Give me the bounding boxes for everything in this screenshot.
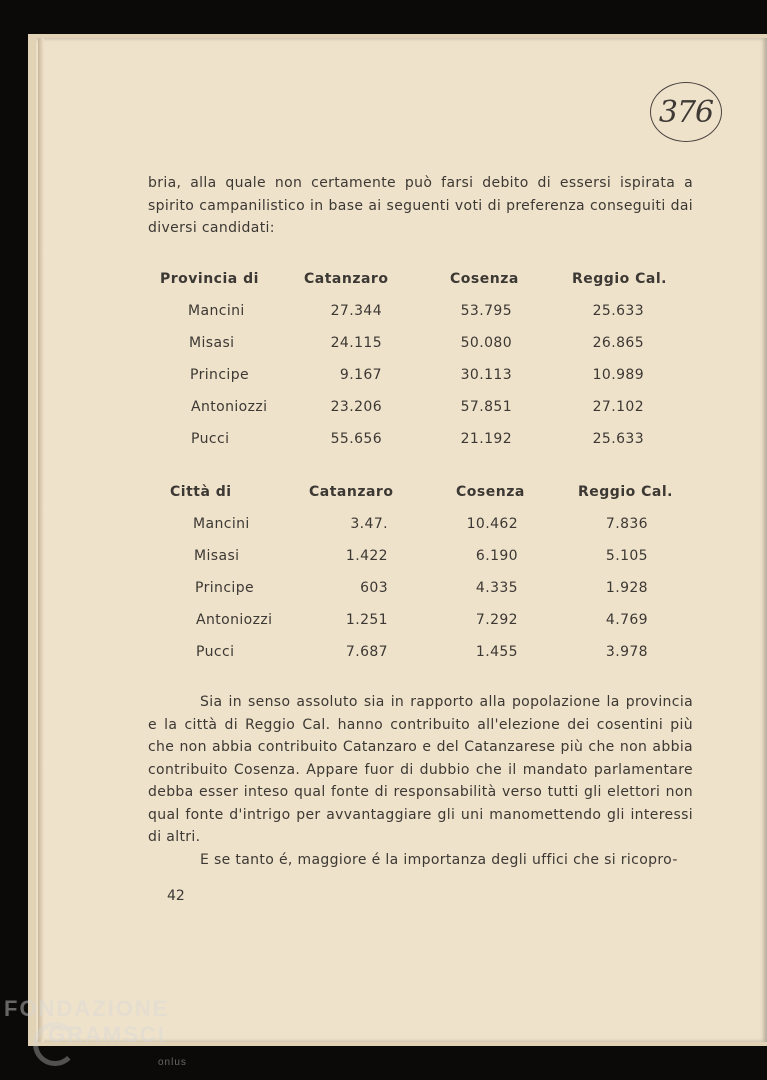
candidate-name: Misasi [194,548,240,564]
watermark-line1: FONDAZIONE [4,996,170,1021]
citta-header-cosenza: Cosenza [456,484,525,500]
provincia-header-label: Provincia di [160,271,259,287]
intro-paragraph [148,172,693,240]
reggio-votes: 1.928 [605,580,648,596]
page-number: 42 [167,888,185,904]
catanzaro-votes: 55.656 [330,431,382,447]
provincia-header-cosenza: Cosenza [450,271,519,287]
body-text [148,691,693,871]
catanzaro-votes: 1.251 [345,612,388,628]
candidate-name: Mancini [188,303,245,319]
citta-header-label: Città di [170,484,232,500]
catanzaro-votes: 24.115 [330,335,382,351]
reggio-votes: 26.865 [592,335,644,351]
candidate-name: Antoniozzi [191,399,268,415]
catanzaro-votes: 9.167 [339,367,382,383]
catanzaro-votes: 7.687 [345,644,388,660]
body-paragraph: Sia in senso assoluto sia in rapporto alla popolazione la provincia e la città di Reggio Cal. hanno contribuito all'elezione dei cosentini più che non abbia contribuito Catanzaro e del Catanzarese più che non abbia contribuito Cosenza. Appare fuor di dubbio che il mandato parlamentare debba esser inteso qual fonte di responsabilità verso tutti gli elettori non qual fonte d'intrigo per avvantaggiare gli uni manomettendo gli interessi di altri. [148,694,693,845]
candidate-name: Mancini [193,516,250,532]
candidate-name: Principe [195,580,255,596]
catanzaro-votes: 1.422 [345,548,388,564]
reggio-votes: 10.989 [592,367,644,383]
intro-text: bria, alla quale non certamente può farsi debito di essersi ispirata a spirito campanilistico in base ai seguenti voti di preferenza conseguiti dai diversi candidati: [148,175,693,236]
cosenza-votes: 53.795 [460,303,512,319]
watermark-line2: GRAMSCI [48,1022,166,1047]
catanzaro-votes: 23.206 [330,399,382,415]
body-paragraph: E se tanto é, maggiore é la importanza degli uffici che si ricopro- [200,851,678,868]
cosenza-votes: 30.113 [460,367,512,383]
page-edge-shadow [38,38,44,1042]
catanzaro-votes: 603 [360,580,388,596]
reggio-votes: 27.102 [592,399,644,415]
cosenza-votes: 21.192 [460,431,512,447]
catanzaro-votes: 27.344 [330,303,382,319]
provincia-header-reggio: Reggio Cal. [572,271,667,287]
cosenza-votes: 10.462 [466,516,518,532]
watermark-line3: onlus [158,1057,187,1068]
cosenza-votes: 6.190 [475,548,518,564]
citta-header-catanzaro: Catanzaro [309,484,394,500]
reggio-votes: 7.836 [605,516,648,532]
cosenza-votes: 7.292 [475,612,518,628]
reggio-votes: 4.769 [605,612,648,628]
reggio-votes: 3.978 [605,644,648,660]
cosenza-votes: 57.851 [460,399,512,415]
reggio-votes: 5.105 [605,548,648,564]
candidate-name: Antoniozzi [196,612,273,628]
candidate-name: Pucci [191,431,230,447]
cosenza-votes: 1.455 [475,644,518,660]
reggio-votes: 25.633 [592,303,644,319]
citta-header-reggio: Reggio Cal. [578,484,673,500]
provincia-header-catanzaro: Catanzaro [304,271,389,287]
cosenza-votes: 50.080 [460,335,512,351]
candidate-name: Pucci [196,644,235,660]
cosenza-votes: 4.335 [475,580,518,596]
reggio-votes: 25.633 [592,431,644,447]
catanzaro-votes: 3.47. [350,516,388,532]
watermark [4,996,187,1068]
candidate-name: Misasi [189,335,235,351]
candidate-name: Principe [190,367,250,383]
archive-number-stamp: 376 [650,82,722,142]
